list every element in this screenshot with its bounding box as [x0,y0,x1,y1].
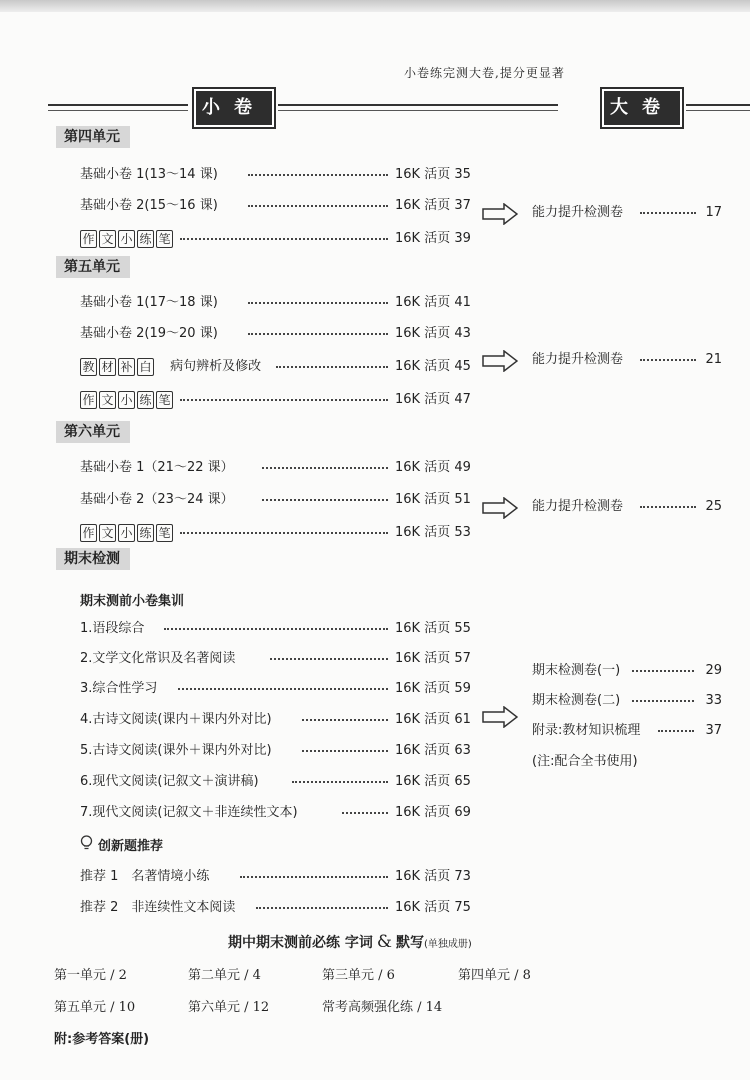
arrow-right-icon [482,350,518,372]
box-char: 作 [80,524,97,542]
row-label: 基础小卷 1(17～18 课) [80,295,218,310]
box-char: 练 [137,524,154,542]
big-label: 能力提升检测卷 [532,352,624,367]
row-label: 基础小卷 2(15～16 课) [80,198,218,213]
appendix-answers: 附:参考答案(册) [54,1032,150,1047]
leader-dots [240,876,388,878]
leader-dots [632,670,694,672]
unit-6-row-2 [80,490,472,510]
big-page: 37 [705,723,722,738]
lightbulb-icon [80,835,93,851]
leader-dots [180,399,388,401]
row-page: 16K 活页 73 [395,869,471,884]
row-extra: 病句辨析及修改 [170,359,262,374]
leader-dots [178,688,388,690]
final-row-3 [80,679,472,699]
box-char: 作 [80,230,97,248]
leader-dots [180,532,388,534]
unit-4-big-test [532,203,722,223]
row-page: 16K 活页 47 [395,392,471,407]
big-page: 33 [705,693,722,708]
bottom-item-5: 第五单元 / 10 [54,1000,136,1015]
small-volume-tab: 小卷 [196,91,272,125]
unit-4-row-2 [80,196,472,216]
leader-dots [262,467,388,469]
row-label: 推荐 2 非连续性文本阅读 [80,900,236,915]
recommend-row-1 [80,867,472,887]
leader-dots [248,302,388,304]
box-char: 笔 [156,524,173,542]
large-volume-tab: 大卷 [604,91,680,125]
top-band [0,0,750,12]
row-label: 基础小卷 1（21～22 课） [80,460,234,475]
arrow-right-icon [482,497,518,519]
big-label: 能力提升检测卷 [532,205,624,220]
header-rule-left-2 [48,110,188,111]
final-note: (注:配合全书使用) [532,754,638,769]
row-page: 16K 活页 49 [395,460,471,475]
box-char: 笔 [156,391,173,409]
final-heading: 期末检测 [56,548,130,570]
box-char: 文 [99,524,116,542]
recommend-title: 创新题推荐 [98,839,164,854]
leader-dots [632,700,694,702]
unit-5-row-3 [80,357,472,377]
unit-6-heading: 第六单元 [56,421,130,443]
box-char: 小 [118,391,135,409]
bottom-item-3: 第三单元 / 6 [322,968,395,983]
row-page: 16K 活页 51 [395,492,471,507]
big-page: 21 [705,352,722,367]
header-rule-right-2 [686,110,750,111]
row-page: 16K 活页 59 [395,681,471,696]
row-page: 16K 活页 55 [395,621,471,636]
unit-4-heading: 第四单元 [56,126,130,148]
bottom-item-7: 常考高频强化练 / 14 [322,1000,443,1015]
row-page: 16K 活页 45 [395,359,471,374]
row-page: 16K 活页 61 [395,712,471,727]
big-page: 17 [705,205,722,220]
leader-dots [180,238,388,240]
row-label: 6.现代文阅读(记叙文＋演讲稿) [80,774,259,789]
row-label: 2.文学文化常识及名著阅读 [80,651,236,666]
slogan: 小卷练完测大卷,提分更显著 [404,66,565,80]
bottom-item-6: 第六单元 / 12 [188,1000,270,1015]
leader-dots [292,781,388,783]
bottom-item-1: 第一单元 / 2 [54,968,127,983]
row-label: 5.古诗文阅读(课外＋课内外对比) [80,743,272,758]
bottom-item-2: 第二单元 / 4 [188,968,261,983]
leader-dots [276,366,388,368]
bottom-title [228,932,472,952]
box-char: 练 [137,391,154,409]
final-row-4 [80,710,472,730]
final-appendix-knowledge [532,721,722,741]
leader-dots [248,174,388,176]
box-char: 文 [99,230,116,248]
recommend-row-2 [80,898,472,918]
unit-5-row-1 [80,293,472,313]
final-row-5 [80,741,472,761]
row-page: 16K 活页 65 [395,774,471,789]
leader-dots [248,333,388,335]
big-label: 附录:教材知识梳理 [532,723,641,738]
arrow-right-icon [482,706,518,728]
boxed-label [80,523,175,543]
unit-4-row-1 [80,165,472,185]
row-page: 16K 活页 39 [395,231,471,246]
big-label: 期末检测卷(一) [532,663,621,678]
unit-5-heading: 第五单元 [56,256,130,278]
leader-dots [658,730,694,732]
big-label: 能力提升检测卷 [532,499,624,514]
header-rule-mid-2 [278,110,558,111]
row-label: 基础小卷 1(13～14 课) [80,167,218,182]
box-char: 小 [118,524,135,542]
row-label: 基础小卷 2(19～20 课) [80,326,218,341]
row-page: 16K 活页 35 [395,167,471,182]
row-page: 16K 活页 43 [395,326,471,341]
leader-dots [302,719,388,721]
bottom-title-small: (单独成册) [424,939,472,950]
row-page: 16K 活页 57 [395,651,471,666]
box-char: 作 [80,391,97,409]
boxed-label [80,229,175,249]
final-big-test-1 [532,661,722,681]
leader-dots [248,205,388,207]
unit-6-row-3 [80,523,472,543]
row-label: 7.现代文阅读(记叙文＋非连续性文本) [80,805,298,820]
row-page: 16K 活页 37 [395,198,471,213]
header-rule-right [686,104,750,106]
box-char: 补 [118,358,135,376]
leader-dots [256,907,388,909]
row-page: 16K 活页 63 [395,743,471,758]
leader-dots [262,499,388,501]
bottom-item-4: 第四单元 / 8 [458,968,531,983]
leader-dots [164,628,388,630]
leader-dots [342,812,388,814]
final-row-1 [80,619,472,639]
row-page: 16K 活页 53 [395,525,471,540]
row-page: 16K 活页 69 [395,805,471,820]
header-rule-mid [278,104,558,106]
big-page: 29 [705,663,722,678]
final-row-7 [80,803,472,823]
final-subtitle: 期末测前小卷集训 [80,594,185,609]
box-char: 教 [80,358,97,376]
box-char: 白 [137,358,154,376]
row-label: 推荐 1 名著情境小练 [80,869,210,884]
leader-dots [302,750,388,752]
final-row-2 [80,649,472,669]
row-label: 基础小卷 2（23～24 课） [80,492,234,507]
box-char: 笔 [156,230,173,248]
unit-6-row-1 [80,458,472,478]
leader-dots [270,658,388,660]
row-label: 1.语段综合 [80,621,145,636]
ampersand: & [376,932,393,952]
row-label: 4.古诗文阅读(课内＋课内外对比) [80,712,272,727]
bottom-title-a: 期中期末测前必练 字词 [228,935,373,951]
row-page: 16K 活页 75 [395,900,471,915]
box-char: 文 [99,391,116,409]
big-label: 期末检测卷(二) [532,693,621,708]
box-char: 练 [137,230,154,248]
row-page: 16K 活页 41 [395,295,471,310]
boxed-label [80,390,175,410]
row-label: 3.综合性学习 [80,681,158,696]
leader-dots [640,212,696,214]
big-page: 25 [705,499,722,514]
boxed-label [80,357,261,377]
unit-5-big-test [532,350,722,370]
leader-dots [640,359,696,361]
header-rule-left [48,104,188,106]
arrow-right-icon [482,203,518,225]
box-char: 材 [99,358,116,376]
unit-5-row-2 [80,324,472,344]
box-char: 小 [118,230,135,248]
unit-5-row-4 [80,390,472,410]
bottom-title-b: 默写 [396,935,425,951]
unit-6-big-test [532,497,722,517]
leader-dots [640,506,696,508]
final-big-test-2 [532,691,722,711]
final-row-6 [80,772,472,792]
unit-4-row-3 [80,229,472,249]
